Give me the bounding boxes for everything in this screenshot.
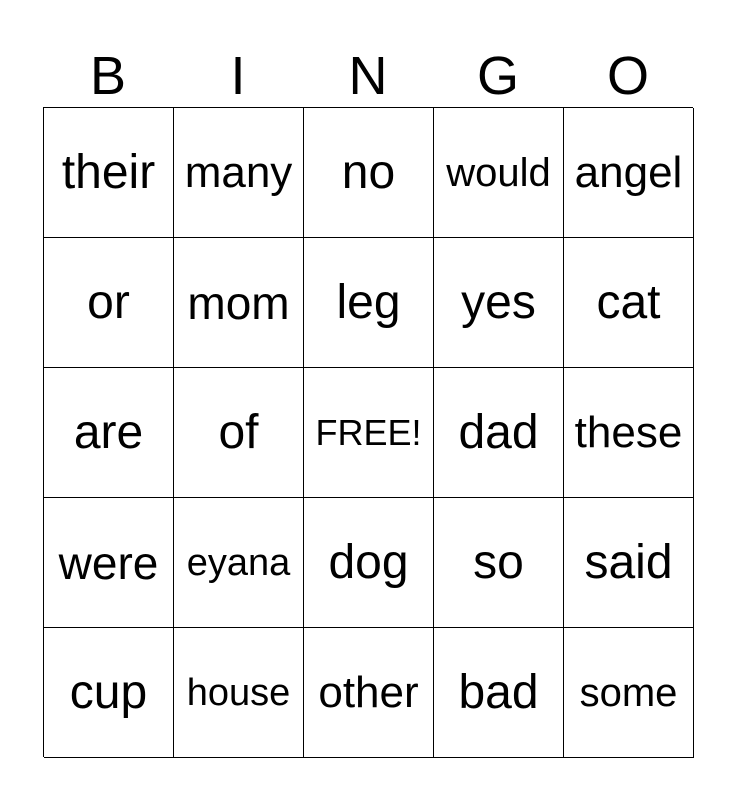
- bingo-cell[interactable]: leg: [304, 238, 434, 368]
- bingo-cell[interactable]: their: [44, 108, 174, 238]
- bingo-cell[interactable]: bad: [434, 628, 564, 758]
- bingo-cell[interactable]: eyana: [174, 498, 304, 628]
- bingo-cell[interactable]: are: [44, 368, 174, 498]
- bingo-header: [43, 44, 693, 108]
- bingo-cell[interactable]: yes: [434, 238, 564, 368]
- header-letter-o: O: [606, 46, 649, 106]
- header-letter-b: B: [89, 46, 127, 106]
- bingo-cell[interactable]: other: [304, 628, 434, 758]
- bingo-cell[interactable]: dog: [304, 498, 434, 628]
- bingo-cell[interactable]: some: [564, 628, 694, 758]
- bingo-board: [43, 107, 693, 757]
- bingo-cell[interactable]: these: [564, 368, 694, 498]
- bingo-cell[interactable]: many: [174, 108, 304, 238]
- bingo-cell[interactable]: so: [434, 498, 564, 628]
- bingo-cell[interactable]: would: [434, 108, 564, 238]
- bingo-cell[interactable]: no: [304, 108, 434, 238]
- bingo-cell[interactable]: mom: [174, 238, 304, 368]
- bingo-cell[interactable]: angel: [564, 108, 694, 238]
- bingo-cell[interactable]: cat: [564, 238, 694, 368]
- header-letter-n: N: [348, 46, 388, 106]
- bingo-cell[interactable]: were: [44, 498, 174, 628]
- bingo-cell[interactable]: house: [174, 628, 304, 758]
- bingo-cell[interactable]: or: [44, 238, 174, 368]
- bingo-cell[interactable]: of: [174, 368, 304, 498]
- bingo-cell[interactable]: cup: [44, 628, 174, 758]
- free-space[interactable]: FREE!: [304, 368, 434, 498]
- bingo-cell[interactable]: said: [564, 498, 694, 628]
- header-letter-i: I: [230, 46, 246, 106]
- header-letter-g: G: [476, 46, 519, 106]
- bingo-cell[interactable]: dad: [434, 368, 564, 498]
